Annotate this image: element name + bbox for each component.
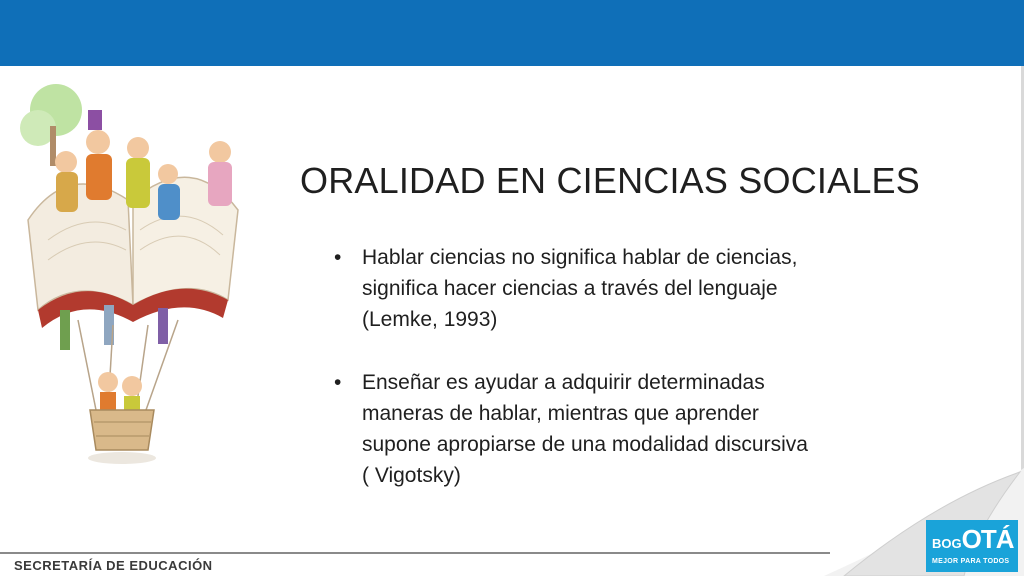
bullet-item: [330, 242, 890, 335]
bullet-dot-icon: •: [334, 371, 342, 394]
logo-wordmark: [932, 524, 1014, 555]
header-bar: [0, 0, 1024, 66]
bullet-text-line: Enseñar es ayudar a adquirir determinadas: [362, 371, 765, 394]
footer-divider: [0, 552, 830, 554]
bullet-text-line: (Lemke, 1993): [362, 308, 498, 331]
bullet-text-line: significa hacer ciencias a través del lenguaje: [362, 277, 778, 300]
book-balloon-illustration: [8, 70, 268, 490]
slide-title: ORALIDAD EN CIENCIAS SOCIALES: [300, 160, 920, 201]
bullet-text-line: Hablar ciencias no significa hablar de ciencias,: [362, 246, 798, 269]
logo-main-text: OTÁ: [961, 524, 1014, 554]
bullet-text-line: ( Vigotsky): [362, 464, 461, 487]
logo-tagline: MEJOR PARA TODOS: [932, 558, 1010, 565]
bullet-item: [330, 367, 890, 491]
bullet-text-line: supone apropiarse de una modalidad discursiva: [362, 433, 808, 456]
bullet-list: [330, 242, 890, 523]
bullet-text-line: maneras de hablar, mientras que aprender: [362, 402, 759, 425]
footer-label: SECRETARÍA DE EDUCACIÓN: [14, 558, 213, 573]
bogota-logo: [926, 520, 1018, 572]
bullet-dot-icon: •: [334, 246, 342, 269]
basket-icon: [88, 372, 156, 464]
logo-prefix: BOG: [932, 536, 962, 551]
